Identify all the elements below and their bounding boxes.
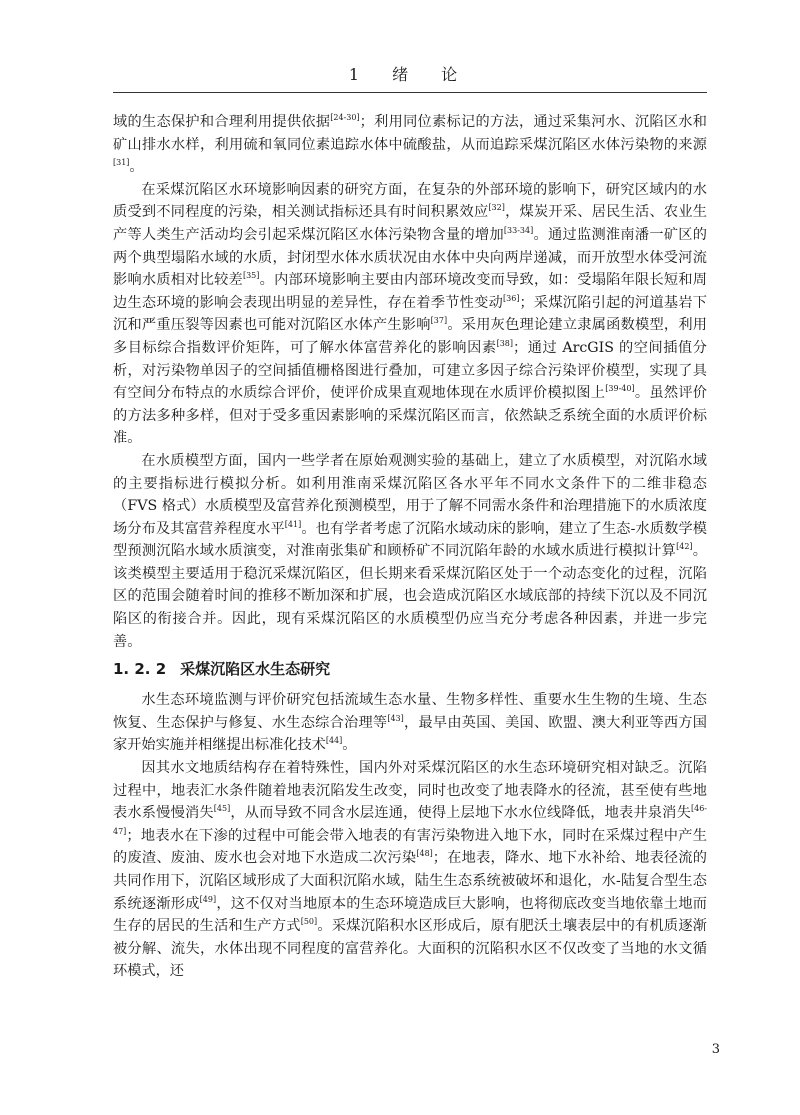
citation-ref: [48]: [416, 849, 433, 859]
section-heading: [113, 657, 707, 681]
paragraph-p4: [113, 689, 707, 757]
text-run: ；在地表，降水、地下水补给、地表径流的共同作用下，沉陷区域形成了大面积沉陷水域，陆生生态系统被破坏和退化，水-陆复合型生态系统逐渐形成: [113, 850, 707, 912]
text-run: 。采煤沉陷积水区形成后，原有肥沃土壤表层中的有机质逐渐被分解、流失，水体出现不同程度的富营养化。大面积的沉陷积水区不仅改变了当地的水文循环模式，还: [113, 918, 707, 980]
body-text-block-2: [113, 689, 707, 983]
section-title: 采煤沉陷区水生态研究: [180, 660, 331, 679]
text-run: ，煤炭开采、居民生活、农业生产等人类生产活动均会引起采煤沉陷区水体污染物含量的增加: [113, 204, 707, 243]
citation-ref: [42]: [676, 542, 693, 552]
text-run: 。通过监测淮南潘一矿区的两个典型塌陷水域的水质，封闭型水体水质状况由水体中央向两岸递减，而开放型水体受河流影响水质相对比较差: [113, 226, 707, 289]
citation-ref: [32]: [488, 203, 505, 213]
text-run: ；通过 ArcGIS 的空间插值分析，对污染物单因子的空间插值栅格图进行叠加，可建立多因子综合污染评价模型，实现了具有空间分布特点的水质综合评价，使评价成果直观地体现在水质评价模拟图上: [113, 339, 707, 402]
text-run: ，从而导致不同含水层连通，使得上层地下水水位线降低，地表井泉消失: [230, 805, 691, 822]
text-run: 。内部环境影响主要由内部环境改变而导致，如：受塌陷年限长短和周边生态环境的影响会表现出明显的差异性，存在着季节性变动: [113, 272, 707, 311]
citation-ref: [39-40]: [605, 384, 635, 394]
text-run: 在水质模型方面，国内一些学者在原始观测实验的基础上，建立了水质模型，对沉陷水域的主要指标进行模拟分析。如利用淮南采煤沉陷区各水平年不同水文条件下的二维非稳态（FVS 格式）水质模型及富营养化预测模型，用于了解不同需水条件和治理措施下的水质浓度场分布及其富营养程度水平: [113, 452, 707, 537]
citation-ref: [33-34]: [503, 225, 534, 235]
text-run: 。虽然评价的方法多种多样，但对于受多重因素影响的采煤沉陷区而言，依然缺乏系统全面的水质评价标准。: [113, 385, 707, 447]
body-text-block-1: [113, 111, 707, 653]
paragraph-p2: [113, 179, 707, 450]
text-run: ，这不仅对当地原本的生态环境造成巨大影响，也将彻底改变当地依靠土地而生存的居民的生活和生产方式: [113, 895, 707, 935]
paragraph-p5: [113, 757, 707, 983]
paragraph-p1: [113, 111, 707, 179]
text-run: 。也有学者考虑了沉陷水域动床的影响，建立了生态-水质数学模型预测沉陷水域水质演变，对淮南张集矿和顾桥矿不同沉陷年龄的水域水质进行模拟计算: [113, 520, 707, 560]
citation-ref: [46-47]: [113, 804, 707, 836]
page-number: 3: [711, 1042, 720, 1057]
text-run: 域的生态保护和合理利用提供依据: [113, 114, 331, 130]
paragraph-p3: [113, 450, 707, 653]
citation-ref: [37]: [430, 316, 448, 326]
text-run: 在采煤沉陷区水环境影响因素的研究方面，在复杂的外部环境的影响下，研究区域内的水质受到不同程度的污染，相关测试指标还具有时间积累效应: [113, 181, 707, 221]
citation-ref: [35]: [242, 271, 260, 281]
citation-ref: [31]: [113, 158, 130, 168]
citation-ref: [38]: [496, 338, 513, 348]
citation-ref: [49]: [199, 894, 217, 904]
citation-ref: [50]: [300, 917, 318, 927]
text-run: 。该类模型主要适用于稳沉采煤沉陷区，但长期来看采煤沉陷区处于一个动态变化的过程，沉陷区的范围会随着时间的推移不断加深和扩展，也会造成沉陷区水域底部的持续下沉以及不同沉陷区的衔接合并。因此，现有采煤沉陷区的水质模型仍应当充分考虑各种因素，并进一步完善。: [113, 543, 707, 650]
citation-ref: [41]: [284, 519, 302, 529]
header-rule: [113, 92, 707, 93]
running-header: 1 绪 论: [348, 65, 472, 84]
citation-ref: [36]: [503, 293, 520, 303]
citation-ref: [43]: [387, 713, 404, 723]
text-run: ；地表水在下渗的过程中可能会带入地表的有害污染物进入地下水，同时在采煤过程中产生的废渣、废油、废水也会对地下水造成二次污染: [113, 827, 707, 867]
text-run: 。: [129, 159, 144, 176]
text-run: 。采用灰色理论建立隶属函数模型，利用多目标综合指数评价矩阵，可了解水体富营养化的影响因素: [113, 317, 707, 356]
text-run: ；采煤沉陷引起的河道基岩下沉和严重压裂等因素也可能对沉陷区水体产生影响: [113, 294, 707, 334]
page-body: [113, 111, 707, 983]
citation-ref: [24-30]: [330, 113, 360, 122]
citation-ref: [44]: [325, 736, 343, 746]
citation-ref: [45]: [213, 804, 231, 814]
text-run: 因其水文地质结构存在着特殊性，国内外对采煤沉陷区的水生态环境研究相对缺乏。沉陷过程中，地表汇水条件随着地表沉陷发生改变，同时也改变了地表降水的径流，甚至使有些地表水系慢慢消失: [113, 760, 707, 822]
text-run: 水生态环境监测与评价研究包括流域生态水量、生物多样性、重要水生生物的生境、生态恢复、生态保护与修复、水生态综合治理等: [113, 692, 707, 731]
text-run: ；利用同位素标记的方法，通过采集河水、沉陷区水和矿山排水水样，利用硫和氧同位素追踪水体中硫酸盐，从而追踪采煤沉陷区水体污染物的来源: [113, 114, 707, 153]
text-run: ，最早由英国、美国、欧盟、澳大利亚等西方国家开始实施并相继提出标准化技术: [113, 714, 707, 754]
section-number: 1. 2. 2: [113, 660, 167, 679]
text-run: 。: [342, 737, 357, 754]
